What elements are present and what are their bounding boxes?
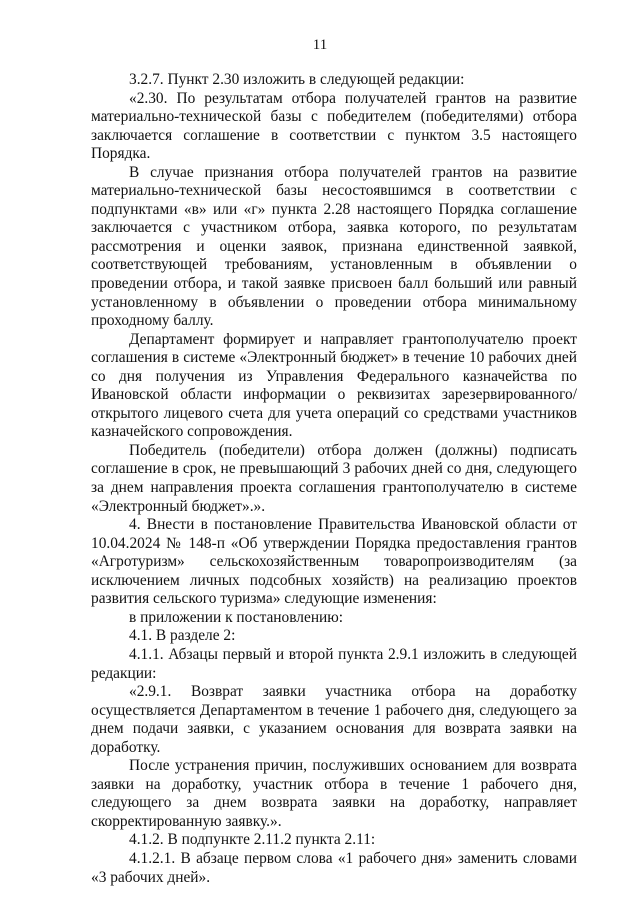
- document-body: [91, 71, 577, 887]
- paragraph: 4.1.2.1. В абзаце первом слова «1 рабочего дня» заменить словами «3 рабочих дней».: [91, 849, 577, 886]
- paragraph: «2.30. По результатам отбора получателей грантов на развитие материально-технической базы с победителем (победителями) отбора заключается соглашение в соответствии с пунктом 3.5 настоящего Порядка.: [91, 89, 577, 163]
- paragraph: 4.1. В разделе 2:: [129, 627, 236, 645]
- paragraph: В случае признания отбора получателей грантов на развитие материально-технической базы несостоявшимся в соответствии с подпунктами «в» или «г» пункта 2.28 настоящего Порядка соглашение заключается с участником отбора, заявка которого, по результатам рассмотрения и оценки заявок, признана единственной заявкой, соответствующей требованиям, установленным в объявлении о проведении отбора, и такой заявке присвоен балл больший или равный установленному в объявлении о проведении отбора минимальному проходному баллу.: [91, 163, 577, 330]
- paragraph: Департамент формирует и направляет грантополучателю проект соглашения в системе «Электронный бюджет» в течение 10 рабочих дней со дня получения из Управления Федерального казначейства по Ивановской области информации о реквизитах зарезервированного/открытого лицевого счета для учета операций со средствами участников казначейского сопровождения.: [91, 330, 577, 441]
- paragraph: После устранения причин, послуживших основанием для возврата заявки на доработку, участник отбора в течение 1 рабочего дня, следующего за днем возврата заявки на доработку, направляет скорректированную заявку.».: [91, 757, 577, 830]
- paragraph: 4.1.1. Абзацы первый и второй пункта 2.9.1 изложить в следующей редакции:: [91, 645, 577, 682]
- paragraph: 4. Внести в постановление Правительства Ивановской области от 10.04.2024 № 148-п «Об утверждении Порядка предоставления грантов «Агротуризм» сельскохозяйственным товаропроизводителям (за исключением личных подсобных хозяйств) на реализацию проектов развития сельского туризма» следующие изменения:: [91, 516, 577, 608]
- page-number: 11: [312, 37, 328, 53]
- paragraph: Победитель (победители) отбора должен (должны) подписать соглашение в срок, не превышающий 3 рабочих дней со дня, следующего за днем направления проекта соглашения грантополучателю в системе «Электронный бюджет».».: [91, 441, 577, 515]
- paragraph: 3.2.7. Пункт 2.30 изложить в следующей редакции:: [129, 71, 465, 88]
- paragraph: «2.9.1. Возврат заявки участника отбора на доработку осуществляется Департаментом в течение 1 рабочего дня, следующего за днем подачи заявки, с указанием основания для возврата заявки на доработку.: [91, 683, 577, 756]
- paragraph: 4.1.2. В подпункте 2.11.2 пункта 2.11:: [129, 831, 376, 849]
- paragraph: в приложении к постановлению:: [129, 608, 344, 626]
